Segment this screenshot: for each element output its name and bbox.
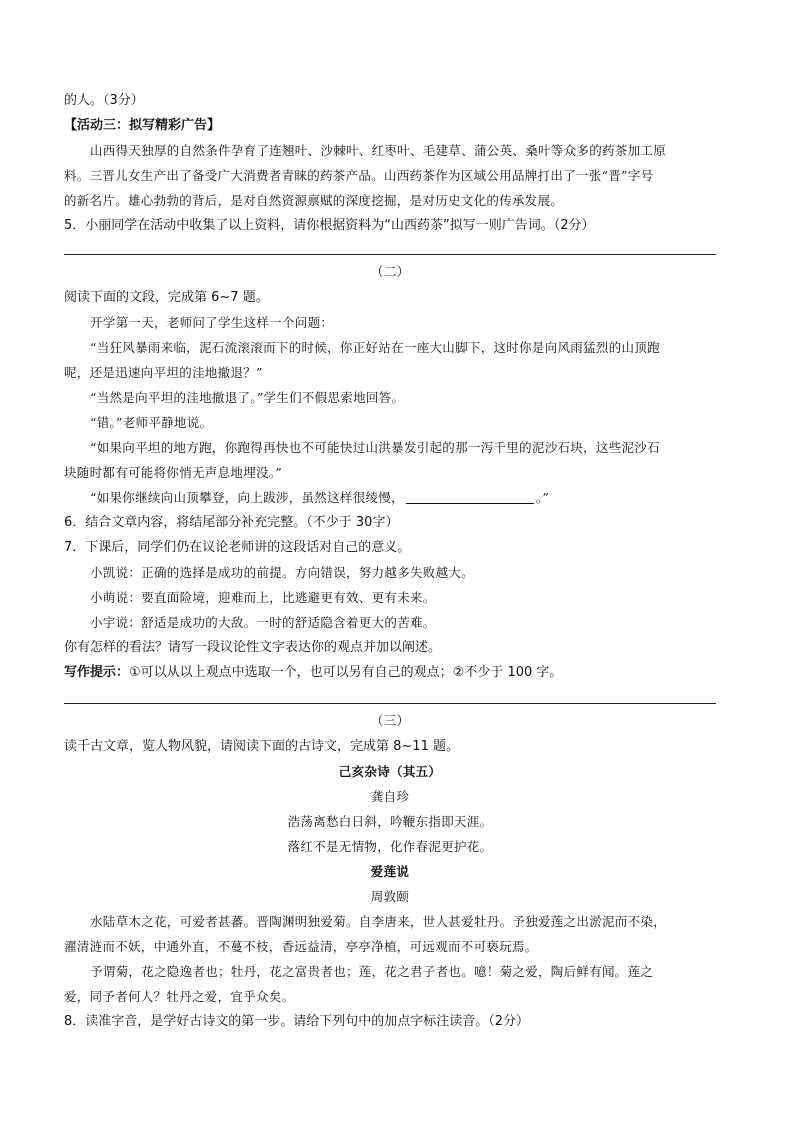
passage-line: “当狂风暴雨来临，泥石流滚滚而下的时候，你正好站在一座大山脚下，这时你是向风雨猛烈的山顶跑 [90,340,660,355]
section-three-intro: 读千古文章，览人物风貌，请阅读下面的古诗文，完成第 8~11 题。 [64,739,459,754]
question-7-prompt: 你有怎样的看法？请写一段议论性文字表达你的观点并加以阐述。 [64,640,442,655]
passage-line: “如果向平坦的地方跑，你跑得再快也不可能快过山洪暴发引起的那一泻千里的泥沙石块，这些泥沙石 [90,440,660,455]
student-view-xiaomeng: 小萌说：要直面险境，迎难而上，比逃避更有效、更有未来。 [90,590,436,605]
exam-page [64,88,716,1034]
prose-line: 予谓菊，花之隐逸者也；牡丹，花之富贵者也；莲，花之君子者也。噫！菊之爱，陶后鲜有闻。莲之 [90,964,654,979]
passage-line: 块随时都有可能将你悄无声息地埋没。” [64,465,283,480]
section-two-title: （二） [370,265,410,280]
writing-hint-label: 写作提示： [64,665,130,680]
poem-title: 己亥杂诗（其五） [338,764,442,779]
writing-hint-text: ①可以从以上观点中选取一个，也可以另有自己的观点；②不少于 100 字。 [129,665,563,680]
section-two-intro: 阅读下面的文段，完成第 6~7 题。 [64,290,269,305]
prose-line: 濯清涟而不妖，中通外直，不蔓不枝，香远益清，亭亭净植，可远观而不可亵玩焉。 [64,939,538,954]
writing-hint [64,660,716,685]
passage-line: 开学第一天，老师问了学生这样一个问题： [90,315,334,330]
student-view-xiaoyu: 小宇说：舒适是成功的大敌。一时的舒适隐含着更大的苦难。 [90,615,436,630]
material-paragraph-line: 山西得天独厚的自然条件孕育了连翘叶、沙棘叶、红枣叶、毛建草、蒲公英、桑叶等众多的药茶加工原 [90,143,667,158]
fill-in-blank[interactable] [406,489,534,504]
passage-line: “错。”老师平静地说。 [90,415,213,430]
activity-three-title: 【活动三：拟写精彩广告】 [64,118,221,133]
poem-line: 落红不是无情物，化作春泥更护花。 [287,839,493,854]
section-three-title: （三） [370,714,410,729]
prose-title: 爱莲说 [370,864,410,879]
prose-author: 周敦颐 [370,889,410,904]
answer-line-q5 [64,254,716,255]
question-5: 5．小丽同学在活动中收集了以上资料，请你根据资料为“山西药茶”拟写一则广告词。（2分） [64,218,595,233]
passage-ending-line [64,485,716,510]
poem-line: 浩荡离愁白日斜，吟鞭东指即天涯。 [287,814,493,829]
prose-line: 爱，同予者何人？牡丹之爱，宜乎众矣。 [64,989,295,1004]
passage-line: 呢，还是迅速向平坦的洼地撤退？” [64,365,263,380]
carry-over-line: 的人。（3分） [64,93,144,108]
material-paragraph-line: 的新名片。雄心勃勃的背后，是对自然资源禀赋的深度挖掘，是对历史文化的传承发展。 [64,193,564,208]
prose-line: 水陆草木之花，可爱者甚蕃。晋陶渊明独爱菊。自李唐来，世人甚爱牡丹。予独爱莲之出淤泥而不染， [90,914,667,929]
material-paragraph-line: 料。三晋儿女生产出了备受广大消费者青睐的药茶产品。山西药茶作为区域公用品牌打出了一张“晋”字号 [64,168,654,183]
question-6: 6．结合文章内容，将结尾部分补充完整。（不少于 30字） [64,515,399,530]
student-view-xiaokai: 小凯说：正确的选择是成功的前提。方向错误，努力越多失败越大。 [90,565,475,580]
answer-line-q7 [64,703,716,704]
passage-line: “当然是向平坦的洼地撤退了。”学生们不假思索地回答。 [90,390,405,405]
ending-text-after: 。” [535,490,550,505]
question-7: 7．下课后，同学们仍在议论老师讲的这段话对自己的意义。 [64,540,411,555]
question-8: 8．读准字音，是学好古诗文的第一步。请给下列句中的加点字标注读音。（2分） [64,1014,530,1029]
ending-text-before: “如果你继续向山顶攀登，向上跋涉，虽然这样很绫慢， [90,490,404,505]
poem-author: 龚自珍 [370,789,410,804]
